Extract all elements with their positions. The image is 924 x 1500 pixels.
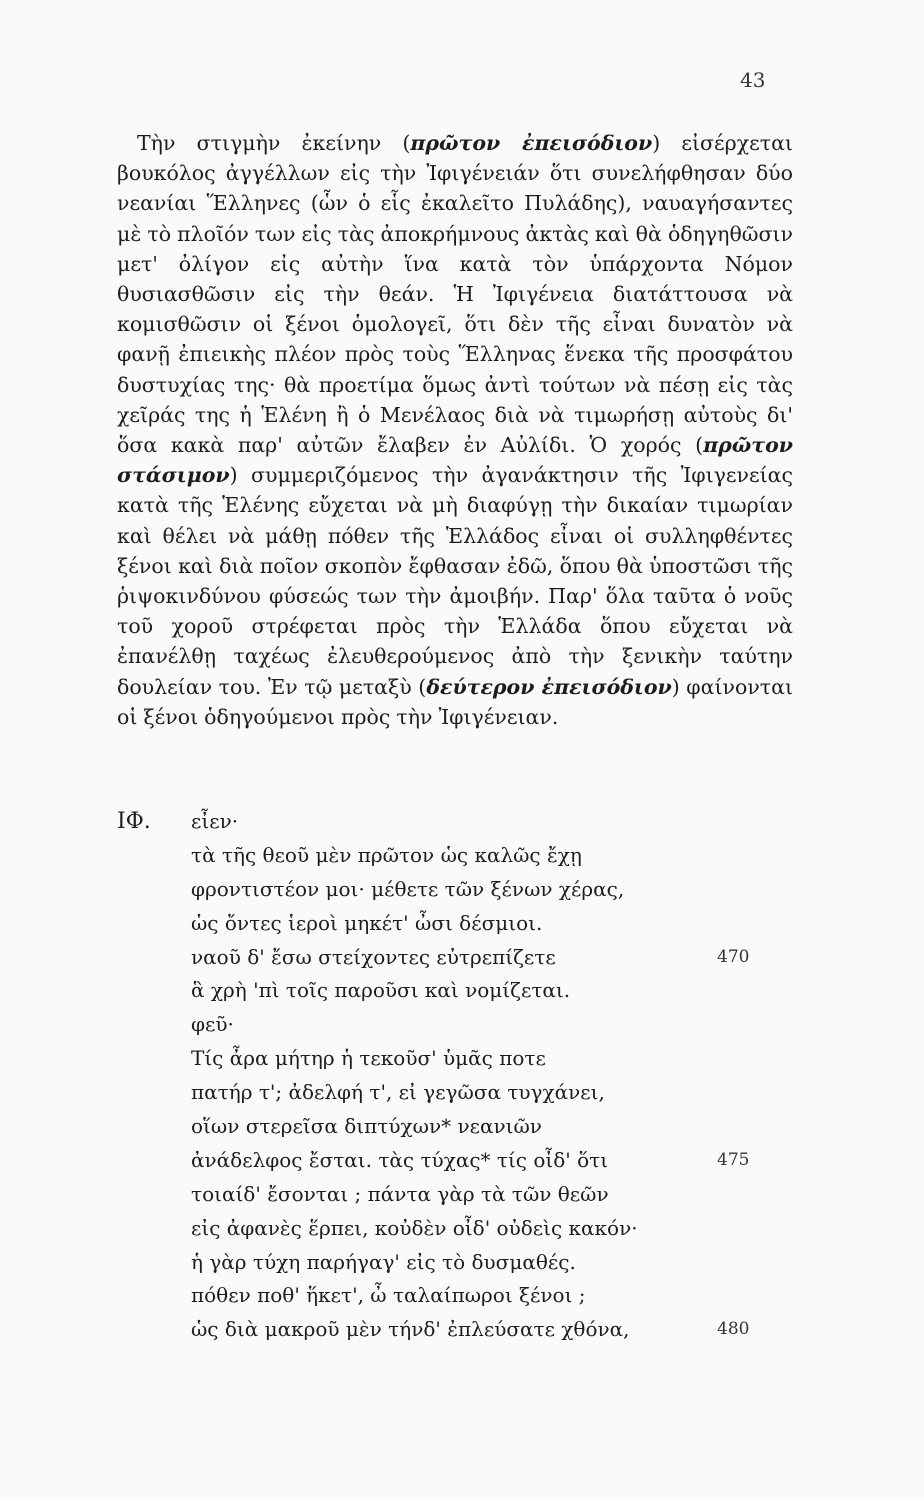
verse-text: ναοῦ δ' ἔσω στείχοντες εὐτρεπίζετε <box>191 944 556 969</box>
speaker-label: ΙΦ. <box>117 809 151 834</box>
verse-line <box>117 839 817 873</box>
verse-line <box>117 1008 817 1042</box>
verse-text: φεῦ· <box>191 1012 234 1037</box>
prose-text: ) συμμεριζόμενος τὴν ἀγανάκτησιν τῆς Ἰφιγενείας κατὰ τῆς Ἑλένης εὔχεται νὰ μὴ διαφύγῃ τὴν δικαίαν τιμωρίαν καὶ θέλει νὰ μάθῃ πόθεν τῆς Ἑλλάδος εἶναι οἱ συλληφθέντες ξένοι καὶ διὰ ποῖον σκοπὸν ἔφθασαν ἐδῶ, ὅπου θὰ ὑποστῶσι τῆς ῥιψοκινδύνου φύσεώς των τὴν ἀμοιβήν. Παρ' ὅλα ταῦτα ὁ νοῦς τοῦ χοροῦ στρέφεται πρὸς τὴν Ἑλλάδα ὅπου εὔχεται νὰ ἐπανέλθῃ ταχέως ἐλευθερούμενος ἀπὸ τὴν ξενικὴν ταύτην δουλείαν του. Ἐν τῷ μεταξὺ ( <box>117 463 793 699</box>
line-number: 470 <box>717 946 750 967</box>
summary-prose <box>117 128 793 732</box>
verse-line <box>117 1042 817 1076</box>
verse-block <box>117 805 817 1347</box>
verse-line <box>117 907 817 941</box>
verse-line <box>117 1279 817 1313</box>
verse-line <box>117 1144 817 1178</box>
verse-text: οἵων στερεῖσα διπτύχων* νεανιῶν <box>191 1114 542 1139</box>
verse-line <box>117 1313 817 1347</box>
line-number: 475 <box>717 1149 750 1170</box>
verse-text: εἰς ἀφανὲς ἕρπει, κοὐδὲν οἶδ' οὐδεὶς κακόν· <box>191 1215 638 1240</box>
line-number: 480 <box>717 1319 750 1340</box>
section-label: πρῶτον στάσιμον <box>117 433 793 488</box>
section-label: πρῶτον ἐπεισόδιον <box>410 131 653 155</box>
verse-text: πόθεν ποθ' ἥκετ', ὦ ταλαίπωροι ξένοι ; <box>191 1283 586 1308</box>
verse-text: ὡς διὰ μακροῦ μὲν τήνδ' ἐπλεύσατε χθόνα, <box>191 1317 630 1342</box>
verse-text: ὡς ὄντες ἱεροὶ μηκέτ' ὦσι δέσμιοι. <box>191 910 543 935</box>
verse-text: ἀνάδελφος ἔσται. τὰς τύχας* τίς οἶδ' ὅτι <box>191 1147 609 1172</box>
verse-text: πατήρ τ'; ἀδελφή τ', εἰ γεγῶσα τυγχάνει, <box>191 1080 605 1105</box>
verse-text: εἶεν· <box>191 809 239 833</box>
verse-line <box>117 1110 817 1144</box>
verse-text: φροντιστέον μοι· μέθετε τῶν ξένων χέρας, <box>191 876 625 901</box>
verse-line <box>117 805 817 839</box>
verse-line <box>117 1076 817 1110</box>
section-label: δεύτερον ἐπεισόδιον <box>426 674 672 699</box>
page-number: 43 <box>740 68 766 92</box>
prose-text: Τὴν στιγμὴν ἐκείνην ( <box>137 131 411 155</box>
verse-line <box>117 1178 817 1212</box>
verse-text: ἡ γὰρ τύχη παρήγαγ' εἰς τὸ δυσμαθές. <box>191 1249 576 1274</box>
prose-text: ) εἰσέρχεται βουκόλος ἀγγέλλων εἰς τὴν Ἰφιγένειάν ὅτι συνελήφθησαν δύο νεανίαι Ἕλληνες (ὧν ὁ εἷς ἐκαλεῖτο Πυλάδης), ναυαγήσαντες μὲ τὸ πλοῖόν των εἰς τὰς ἀποκρήμνους ἀκτὰς καὶ θὰ ὁδηγηθῶσιν μετ' ὀλίγον εἰς αὐτὴν ἵνα κατὰ τὸν ὑπάρχοντα Νόμον θυσιασθῶσιν εἰς τὴν θεάν. Ἡ Ἰφιγένεια διατάττουσα νὰ κομισθῶσιν οἱ ξένοι ὁμολογεῖ, ὅτι δὲν τῆς εἶναι δυνατὸν νὰ φανῇ ἐπιεικὴς πλέον πρὸς τοὺς Ἕλληνας ἕνεκα τῆς προσφάτου δυστυχίας της· θὰ προετίμα ὅμως ἀντὶ τούτων νὰ πέσῃ εἰς τὰς χεῖράς της ἡ Ἑλένη ἢ ὁ Μενέλαος διὰ νὰ τιμωρήσῃ αὐτοὺς δι' ὅσα κακὰ παρ' αὐτῶν ἔλαβεν ἐν Αὐλίδι. Ὁ χορός ( <box>117 131 793 458</box>
prose-text: ) φαίνονται οἱ ξένοι ὁδηγούμενοι πρὸς τὴν Ἰφιγένειαν. <box>117 674 794 729</box>
verse-line <box>117 1246 817 1280</box>
verse-line <box>117 941 817 975</box>
verse-text: Τίς ἆρα μήτηρ ἡ τεκοῦσ' ὑμᾶς ποτε <box>191 1046 546 1071</box>
verse-line <box>117 1212 817 1246</box>
verse-line <box>117 873 817 907</box>
verse-text: τοιαίδ' ἔσονται ; πάντα γὰρ τὰ τῶν θεῶν <box>191 1181 609 1206</box>
verse-text: τὰ τῆς θεοῦ μὲν πρῶτον ὡς καλῶς ἔχῃ <box>191 842 582 867</box>
verse-line <box>117 974 817 1008</box>
verse-text: ἃ χρὴ 'πὶ τοῖς παροῦσι καὶ νομίζεται. <box>191 978 571 1003</box>
summary-paragraph <box>117 128 793 732</box>
